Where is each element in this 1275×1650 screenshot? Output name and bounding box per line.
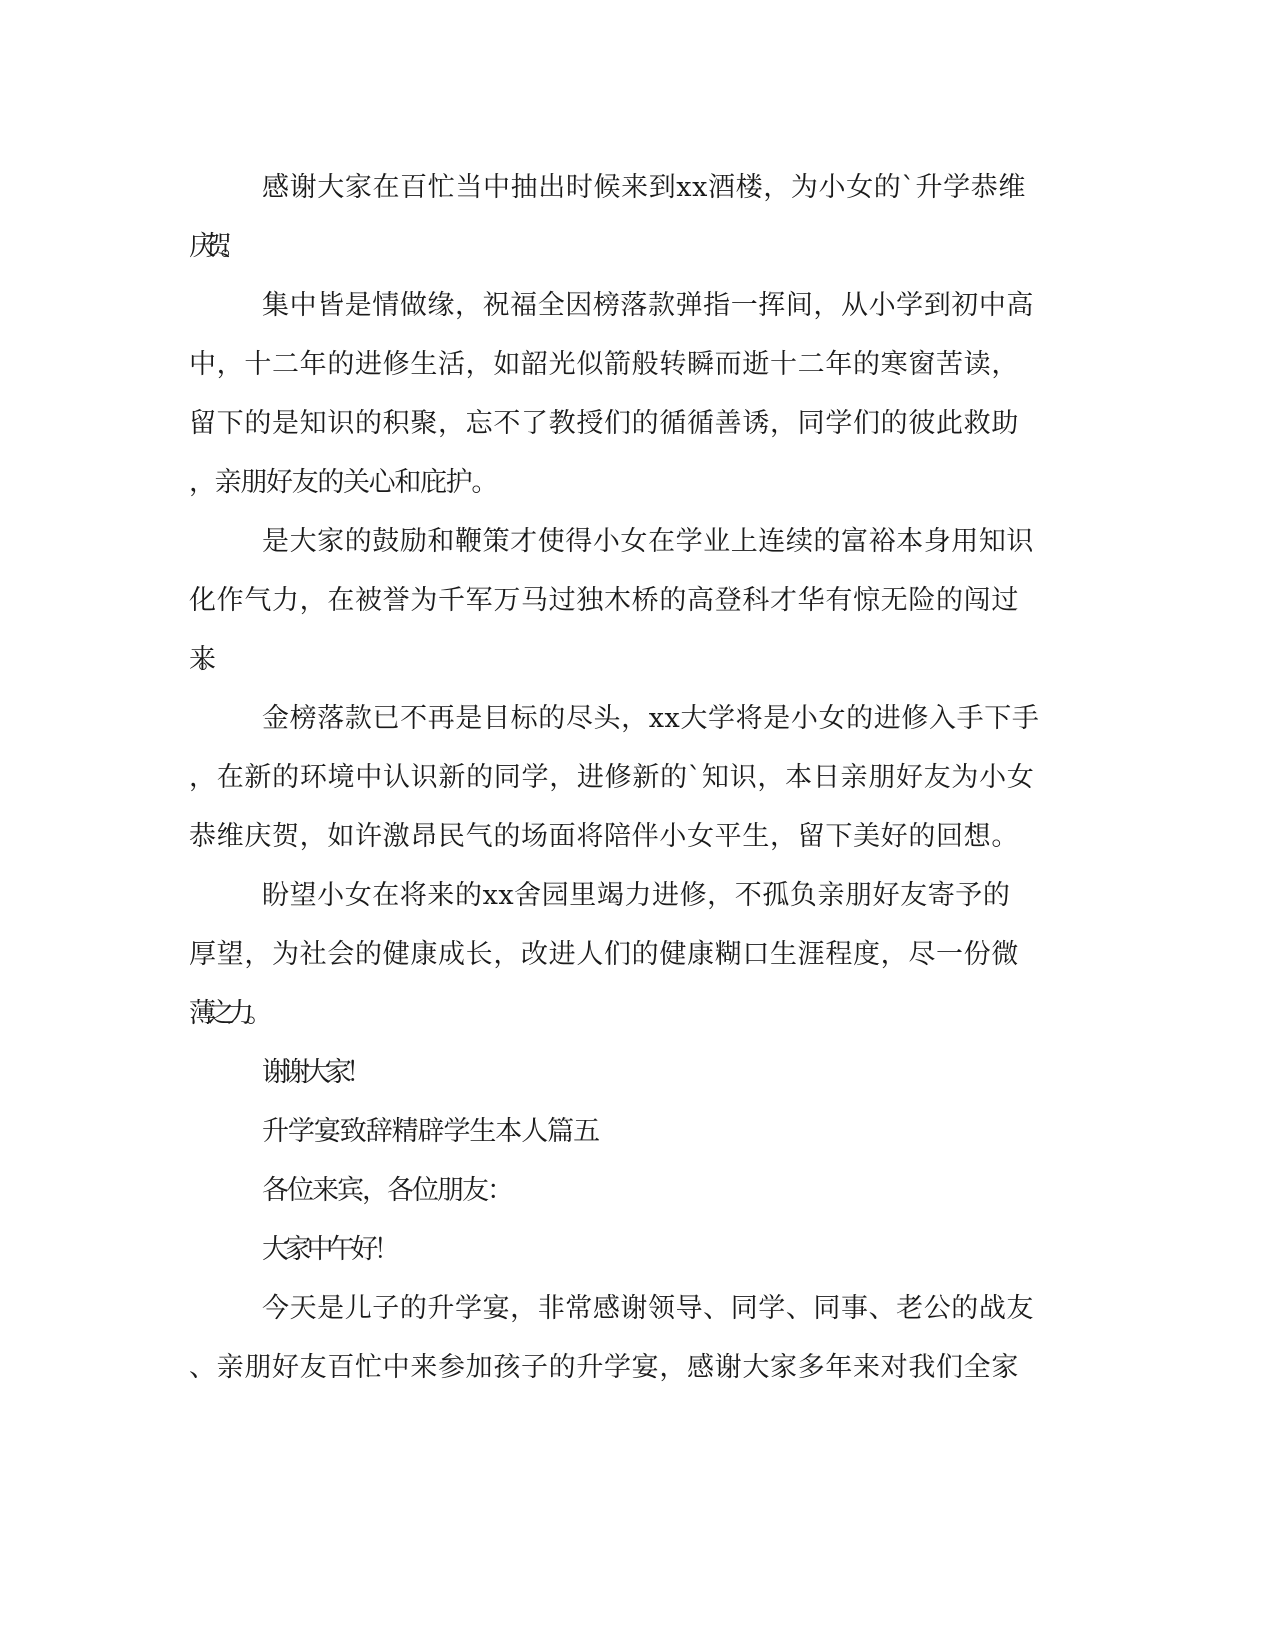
text-line: 是大家的鼓励和鞭策才使得小女在学业上连续的富裕本身用知识 bbox=[262, 526, 1034, 557]
text-line: 各位来宾，各位朋友： bbox=[262, 1175, 512, 1206]
text-line: 厚望，为社会的健康成长，改进人们的健康糊口生涯程度，尽一份微 bbox=[189, 939, 1019, 970]
text-line: 恭维庆贺，如许激昂民气的场面将陪伴小女平生，留下美好的回想。 bbox=[189, 821, 1019, 852]
text-line: 薄之力。 bbox=[189, 998, 265, 1029]
section-heading: 升学宴致辞精辟学生本人篇五 bbox=[262, 1116, 599, 1147]
text-line: 中，十二年的进修生活，如韶光似箭般转瞬而逝十二年的寒窗苦读， bbox=[189, 349, 1019, 380]
document-body bbox=[189, 158, 1089, 1397]
text-line: 、亲朋好友百忙中来参加孩子的升学宴，感谢大家多年来对我们全家 bbox=[189, 1352, 1019, 1383]
text-line: ，在新的环境中认识新的同学，进修新的`知识，本日亲朋好友为小女 bbox=[189, 762, 1035, 793]
text-line: ，亲朋好友的关心和庇护。 bbox=[189, 467, 497, 498]
text-line: 金榜落款已不再是目标的尽头，xx大学将是小女的进修入手下手 bbox=[262, 703, 1040, 734]
text-line: 留下的是知识的积聚，忘不了教授们的循循善诱，同学们的彼此救助 bbox=[189, 408, 1019, 439]
text-line: 大家中午好！ bbox=[262, 1234, 396, 1265]
text-line: 来。 bbox=[189, 644, 207, 675]
text-line: 盼望小女在将来的xx舍园里竭力进修，不孤负亲朋好友寄予的 bbox=[262, 880, 1011, 911]
text-line: 感谢大家在百忙当中抽出时候来到xx酒楼，为小女的`升学恭维 bbox=[262, 172, 1026, 203]
text-line: 集中皆是情做缘，祝福全因榜落款弹指一挥间，从小学到初中高 bbox=[262, 290, 1034, 321]
text-line: 谢谢大家！ bbox=[262, 1057, 367, 1088]
text-line: 化作气力，在被誉为千军万马过独木桥的高登科才华有惊无险的闯过 bbox=[189, 585, 1019, 616]
text-line: 庆贺。 bbox=[189, 231, 236, 262]
text-line: 今天是儿子的升学宴，非常感谢领导、同学、同事、老公的战友 bbox=[262, 1293, 1034, 1324]
